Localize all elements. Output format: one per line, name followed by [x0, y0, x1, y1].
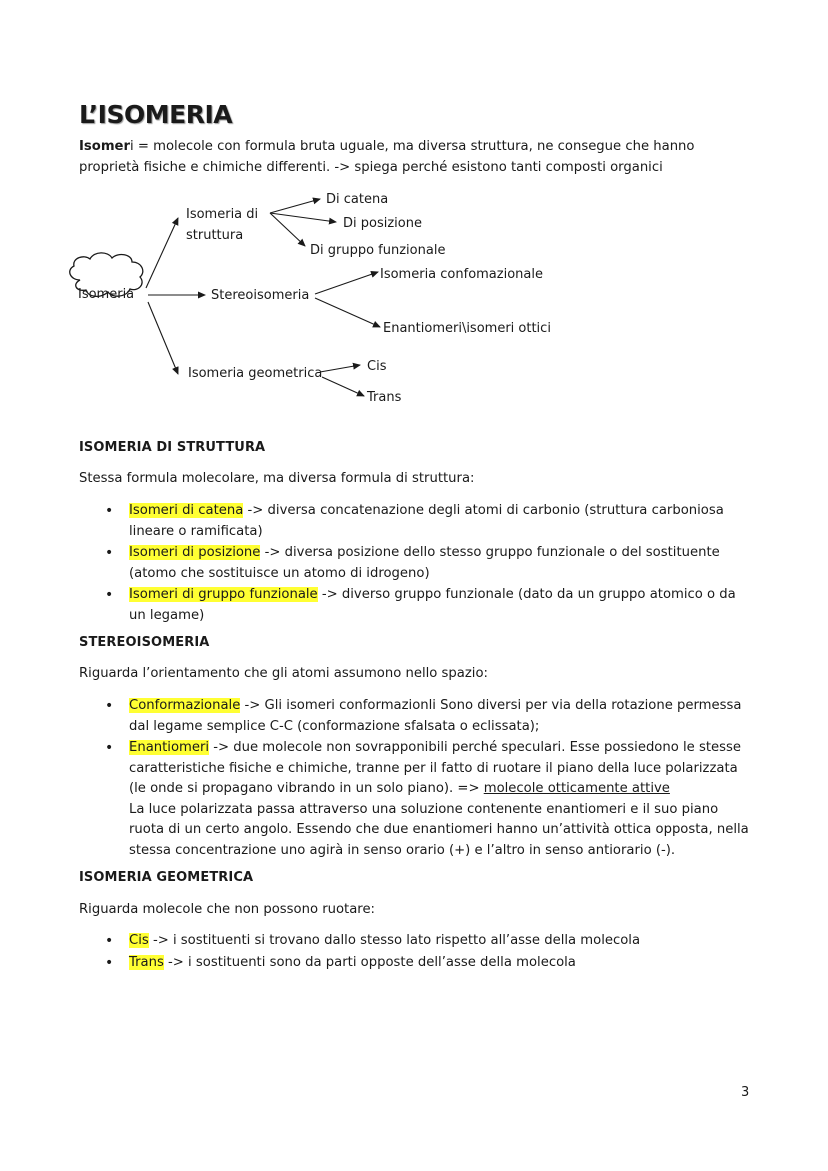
- list-item: • Enantiomeri -> due molecole non sovrapponibili perché speculari. Esse possiedono le stesse caratteristiche fisiche e chimiche, tranne per il fatto di ruotare il piano della luce polarizzata (le onde si propagano vibrando in un solo piano). => molecole otticamente attive La luce polarizzata passa attraverso una soluzione contenente enantiomeri e il suo piano ruota di un certo angolo. Essendo che due enantiomeri hanno un’attività ottica opposta, nella stessa concentrazione uno agirà in senso orario (+) e l’altro in senso antiorario (-).: [105, 738, 755, 861]
- list-item: • Isomeri di gruppo funzionale -> diverso gruppo funzionale (dato da un gruppo atomico o da un legame): [105, 585, 755, 626]
- section-heading-struttura: ISOMERIA DI STRUTTURA: [79, 440, 266, 455]
- arrow-struttura-gruppo: [270, 213, 305, 246]
- page-number: 3: [741, 1085, 750, 1100]
- diagram-di-posizione: Di posizione: [343, 216, 422, 231]
- arrow-struttura-catena: [270, 199, 320, 213]
- diagram-enantio: Enantiomeri\isomeri ottici: [383, 321, 551, 336]
- arrow-root-struttura: [146, 218, 178, 288]
- section-heading-stereo: STEREOISOMERIA: [79, 635, 210, 650]
- stereo-extra-text: La luce polarizzata passa attraverso una soluzione contenente enantiomeri e il suo piano ruota di un certo angolo. Essendo che due enantiomeri hanno un’attività ottica opposta, nella stessa concentrazione uno agirà in senso orario (+) e l’altro in senso antiorario (-).: [129, 801, 749, 858]
- list-item: • Isomeri di catena -> diversa concatenazione degli atomi di carbonio (struttura carboniosa lineare o ramificata): [105, 501, 755, 542]
- highlight-term: Isomeri di gruppo funzionale: [129, 587, 318, 602]
- intro-term-rest: i: [130, 139, 134, 154]
- isomeria-diagram: [0, 180, 828, 420]
- page-title: L’ISOMERIA: [79, 100, 233, 129]
- underlined-text: molecole otticamente attive: [483, 781, 670, 796]
- highlight-term: Isomeri di catena: [129, 503, 244, 518]
- diagram-stereo: Stereoisomeria: [211, 288, 310, 303]
- arrow-stereo-enantio: [315, 298, 380, 327]
- list-item: • Cis -> i sostituenti si trovano dallo stesso lato rispetto all’asse della molecola: [105, 931, 755, 952]
- arrow-geo-trans: [322, 377, 364, 396]
- intro-paragraph: [79, 137, 759, 178]
- geometrica-list: [105, 931, 755, 974]
- diagram-root: Isomeria: [78, 287, 135, 302]
- diagram-trans: Trans: [367, 390, 402, 405]
- arrow-struttura-posizione: [270, 213, 336, 222]
- intro-term: Isomer: [79, 139, 131, 154]
- section-heading-geometrica: ISOMERIA GEOMETRICA: [79, 870, 254, 885]
- arrow-geo-cis: [320, 365, 360, 372]
- list-item: • Isomeri di posizione -> diversa posizione dello stesso gruppo funzionale o del sostituente (atomo che sostituisce un atomo di idrogeno): [105, 543, 755, 584]
- diagram-geometrica: Isomeria geometrica: [188, 366, 323, 381]
- stereo-intro: Riguarda l’orientamento che gli atomi assumono nello spazio:: [79, 666, 488, 681]
- diagram-di-gruppo: Di gruppo funzionale: [310, 243, 446, 258]
- intro-text: = molecole con formula bruta uguale, ma diversa struttura, ne consegue che hanno proprietà fisiche e chimiche differenti. -> spiega perché esistono tanti composti organici: [79, 139, 695, 175]
- list-item: • Trans -> i sostituenti sono da parti opposte dell’asse della molecola: [105, 953, 755, 974]
- highlight-term: Enantiomeri: [129, 740, 210, 755]
- geometrica-intro: Riguarda molecole che non possono ruotare:: [79, 902, 375, 917]
- highlight-term: Trans: [129, 954, 164, 970]
- highlight-term: Cis: [129, 933, 149, 948]
- diagram-struttura-line1: Isomeria di: [186, 207, 259, 222]
- struttura-intro: Stessa formula molecolare, ma diversa formula di struttura:: [79, 471, 475, 486]
- arrow-root-geometrica: [148, 302, 178, 374]
- diagram-struttura-line2: struttura: [186, 228, 244, 243]
- diagram-cis: Cis: [367, 359, 387, 374]
- struttura-list: [105, 501, 755, 627]
- stereo-list: [105, 696, 755, 862]
- highlight-term: Conformazionale: [129, 698, 241, 713]
- arrow-stereo-confo: [315, 272, 378, 294]
- diagram-confo: Isomeria confomazionale: [380, 267, 543, 282]
- diagram-di-catena: Di catena: [326, 192, 389, 207]
- highlight-term: Isomeri di posizione: [129, 545, 261, 560]
- list-item: • Conformazionale -> Gli isomeri conformazionli Sono diversi per via della rotazione permessa dal legame semplice C-C (conformazione sfalsata o eclissata);: [105, 696, 755, 737]
